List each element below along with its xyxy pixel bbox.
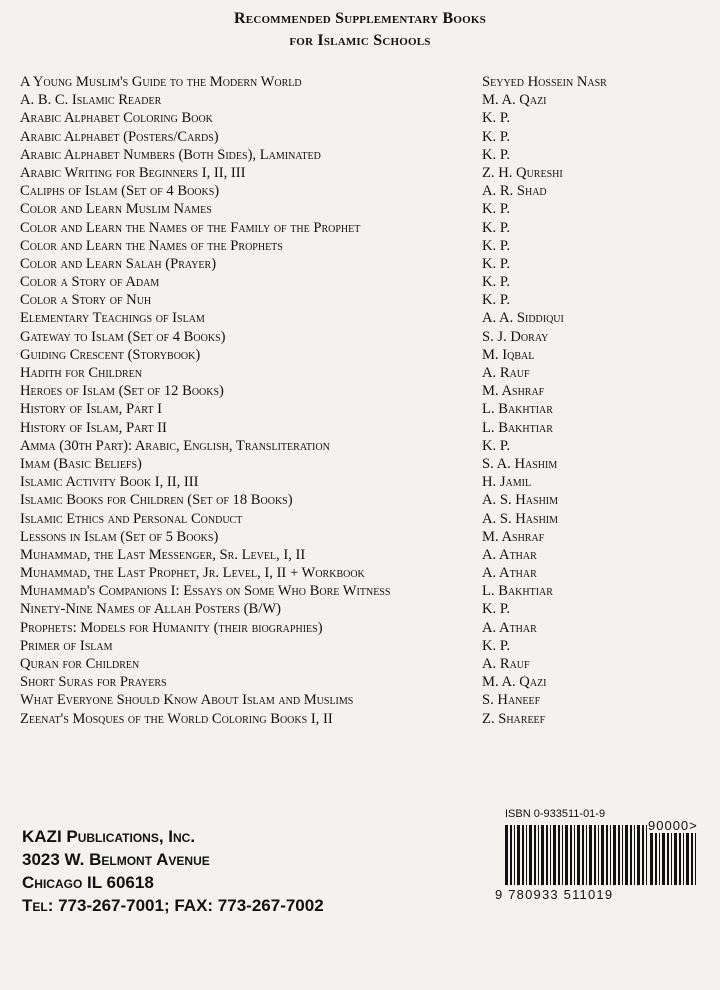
book-author: K. P. <box>482 437 510 454</box>
barcode-bar <box>577 825 580 885</box>
barcode-bar <box>622 825 623 885</box>
book-row <box>20 73 710 91</box>
barcode-bar <box>598 825 599 885</box>
book-row <box>20 655 710 673</box>
barcode-digits: 9 780933 511019 <box>495 887 614 902</box>
book-title: Islamic Ethics and Personal Conduct <box>20 510 243 527</box>
book-author: A. Athar <box>482 619 537 636</box>
book-author: M. A. Qazi <box>482 92 547 109</box>
barcode-bar <box>606 825 608 885</box>
book-row <box>20 164 710 182</box>
barcode-bar <box>662 833 665 885</box>
barcode-bar <box>514 825 515 885</box>
barcode-bar <box>683 833 684 885</box>
book-title: Short Suras for Prayers <box>20 674 167 691</box>
book-row <box>20 346 710 364</box>
barcode-bar <box>517 825 520 885</box>
book-author: K. P. <box>482 219 510 236</box>
book-author: A. S. Hashim <box>482 510 559 527</box>
book-author: A. Athar <box>482 565 537 582</box>
book-title: Quran for Children <box>20 656 140 672</box>
book-row <box>20 564 710 582</box>
book-title: Color and Learn the Names of the Prophets <box>20 237 283 254</box>
publisher-street: 3023 W. Belmont Avenue <box>22 850 210 869</box>
book-list <box>20 73 710 728</box>
book-author: A. R. Shad <box>482 183 547 200</box>
book-row <box>20 364 710 382</box>
barcode-bar <box>613 825 616 885</box>
barcode-bar <box>630 825 632 885</box>
book-row <box>20 637 710 655</box>
publisher-name: KAZI Publications, Inc. <box>22 827 196 846</box>
book-row <box>20 128 710 146</box>
book-row <box>20 400 710 418</box>
book-title: Muhammad, the Last Prophet, Jr. Level, I, II + Workbook <box>20 565 365 582</box>
book-row <box>20 455 710 473</box>
book-row <box>20 437 710 455</box>
barcode-bar <box>529 825 532 885</box>
book-title: Color a Story of Adam <box>20 274 160 291</box>
book-row <box>20 619 710 637</box>
barcode-bar <box>565 825 568 885</box>
barcode-bar <box>510 825 512 885</box>
book-author: K. P. <box>482 146 510 163</box>
book-row <box>20 291 710 309</box>
barcode-bar <box>642 825 644 885</box>
book-author: K. P. <box>482 601 510 618</box>
barcode-main <box>505 825 647 885</box>
book-row <box>20 600 710 618</box>
book-author: M. Ashraf <box>482 528 545 545</box>
book-author: S. J. Doray <box>482 328 549 345</box>
barcode-bar <box>570 825 572 885</box>
barcode-bar <box>659 833 660 885</box>
barcode-bar <box>618 825 620 885</box>
book-title: Ninety-Nine Names of Allah Posters (B/W) <box>20 601 281 618</box>
book-title: Prophets: Models for Humanity (their biographies) <box>20 619 323 636</box>
barcode-bar <box>546 825 548 885</box>
book-author: Z. Shareef <box>482 710 546 727</box>
book-author: K. P. <box>482 110 510 127</box>
barcode-bar <box>625 825 628 885</box>
barcode-bar <box>679 833 681 885</box>
barcode-bar <box>686 833 689 885</box>
book-author: M. Iqbal <box>482 346 535 363</box>
book-title: Amma (30th Part): Arabic, English, Transliteration <box>20 437 330 454</box>
barcode-bar <box>594 825 596 885</box>
book-author: A. Athar <box>482 546 537 563</box>
book-title: Arabic Alphabet (Posters/Cards) <box>20 128 219 145</box>
book-title: Muhammad's Companions I: Essays on Some Who Bore Witness <box>20 583 391 600</box>
barcode-bar <box>586 825 587 885</box>
book-author: L. Bakhtiar <box>482 583 553 600</box>
book-row <box>20 582 710 600</box>
book-title: Gateway to Islam (Set of 4 Books) <box>20 328 226 345</box>
barcode-bar <box>562 825 563 885</box>
book-author: M. A. Qazi <box>482 674 547 691</box>
book-author: Seyyed Hossein Nasr <box>482 74 607 90</box>
book-row <box>20 382 710 400</box>
barcode-bar <box>589 825 592 885</box>
barcode-bar <box>671 833 672 885</box>
book-title: Color and Learn Muslim Names <box>20 201 212 218</box>
book-title: Elementary Teachings of Islam <box>20 310 205 327</box>
publisher-phone-fax: Tel: 773-267-7001; FAX: 773-267-7002 <box>22 896 324 915</box>
book-title: Hadith for Children <box>20 365 143 381</box>
barcode-addon-digits: 90000> <box>648 818 698 833</box>
isbn-label: ISBN 0-933511-01-9 <box>505 808 606 820</box>
book-row <box>20 200 710 218</box>
book-row <box>20 309 710 327</box>
book-row <box>20 91 710 109</box>
barcode-bar <box>538 825 539 885</box>
barcode-bar <box>655 833 657 885</box>
barcode-bar <box>526 825 527 885</box>
barcode-bar <box>695 833 696 885</box>
barcode-bar <box>601 825 604 885</box>
book-author: A. S. Hashim <box>482 492 559 509</box>
book-author: S. Haneef <box>482 692 541 709</box>
book-row <box>20 182 710 200</box>
barcode-bar <box>650 833 653 885</box>
book-row <box>20 237 710 255</box>
barcode-bar <box>646 825 647 885</box>
book-author: Z. H. Qureshi <box>482 164 563 181</box>
book-title: Muhammad, the Last Messenger, Sr. Level, I, II <box>20 546 306 563</box>
book-author: K. P. <box>482 637 510 654</box>
barcode-bar <box>550 825 551 885</box>
barcode-bar <box>674 833 677 885</box>
book-title: Islamic Books for Children (Set of 18 Books) <box>20 492 293 509</box>
barcode-bar <box>691 833 693 885</box>
book-row <box>20 673 710 691</box>
book-author: K. P. <box>482 274 510 291</box>
book-title: Color and Learn Salah (Prayer) <box>20 255 217 272</box>
book-author: S. A. Hashim <box>482 455 558 472</box>
barcode-addon <box>650 833 700 885</box>
barcode-bar <box>582 825 584 885</box>
publisher-city: Chicago IL 60618 <box>22 873 154 892</box>
book-author: K. P. <box>482 237 510 254</box>
barcode-bar <box>541 825 544 885</box>
book-title: What Everyone Should Know About Islam and Muslims <box>20 692 354 709</box>
book-row <box>20 146 710 164</box>
book-title: History of Islam, Part I <box>20 401 162 418</box>
book-row <box>20 710 710 728</box>
barcode-bar <box>667 833 669 885</box>
barcode-bar <box>534 825 536 885</box>
book-author: M. Ashraf <box>482 383 545 400</box>
book-title: A. B. C. Islamic Reader <box>20 92 162 109</box>
book-row <box>20 109 710 127</box>
book-title: History of Islam, Part II <box>20 419 167 436</box>
barcode-bar <box>610 825 611 885</box>
book-title: Imam (Basic Beliefs) <box>20 455 142 472</box>
book-row <box>20 219 710 237</box>
book-row <box>20 255 710 273</box>
book-author: H. Jamil <box>482 474 532 491</box>
barcode-bar <box>637 825 640 885</box>
book-author: K. P. <box>482 201 510 218</box>
book-row <box>20 691 710 709</box>
book-author: K. P. <box>482 255 510 272</box>
book-author: A. Rauf <box>482 365 530 381</box>
book-title: Caliphs of Islam (Set of 4 Books) <box>20 183 220 200</box>
book-title: Color a Story of Nuh <box>20 292 152 309</box>
barcode-bar <box>634 825 635 885</box>
book-row <box>20 273 710 291</box>
book-row <box>20 473 710 491</box>
book-author: A. A. Siddiqui <box>482 310 564 327</box>
book-title: Arabic Writing for Beginners I, II, III <box>20 164 246 181</box>
book-title: Guiding Crescent (Storybook) <box>20 346 201 363</box>
book-title: Zeenat's Mosques of the World Coloring Books I, II <box>20 710 333 727</box>
book-title: Lessons in Islam (Set of 5 Books) <box>20 528 219 545</box>
book-row <box>20 328 710 346</box>
book-title: A Young Muslim's Guide to the Modern World <box>20 74 302 90</box>
book-row <box>20 528 710 546</box>
book-author: A. Rauf <box>482 656 530 672</box>
book-row <box>20 419 710 437</box>
book-row <box>20 491 710 509</box>
barcode-bar <box>522 825 524 885</box>
book-title: Primer of Islam <box>20 637 113 654</box>
book-author: K. P. <box>482 292 510 309</box>
list-heading <box>0 8 720 52</box>
barcode-bar <box>558 825 560 885</box>
book-title: Heroes of Islam (Set of 12 Books) <box>20 383 224 400</box>
book-row <box>20 546 710 564</box>
barcode-bar <box>553 825 556 885</box>
book-author: L. Bakhtiar <box>482 401 553 418</box>
book-title: Arabic Alphabet Coloring Book <box>20 110 213 127</box>
publisher-block <box>22 825 324 917</box>
book-author: L. Bakhtiar <box>482 419 553 436</box>
book-row <box>20 510 710 528</box>
book-author: K. P. <box>482 128 510 145</box>
barcode-bar <box>505 825 508 885</box>
barcode-bar <box>574 825 575 885</box>
book-title: Color and Learn the Names of the Family of the Prophet <box>20 219 361 236</box>
book-title: Arabic Alphabet Numbers (Both Sides), Laminated <box>20 146 321 163</box>
book-title: Islamic Activity Book I, II, III <box>20 474 199 491</box>
heading-line-2: for Islamic Schools <box>289 32 431 49</box>
heading-line-1: Recommended Supplementary Books <box>234 10 486 27</box>
